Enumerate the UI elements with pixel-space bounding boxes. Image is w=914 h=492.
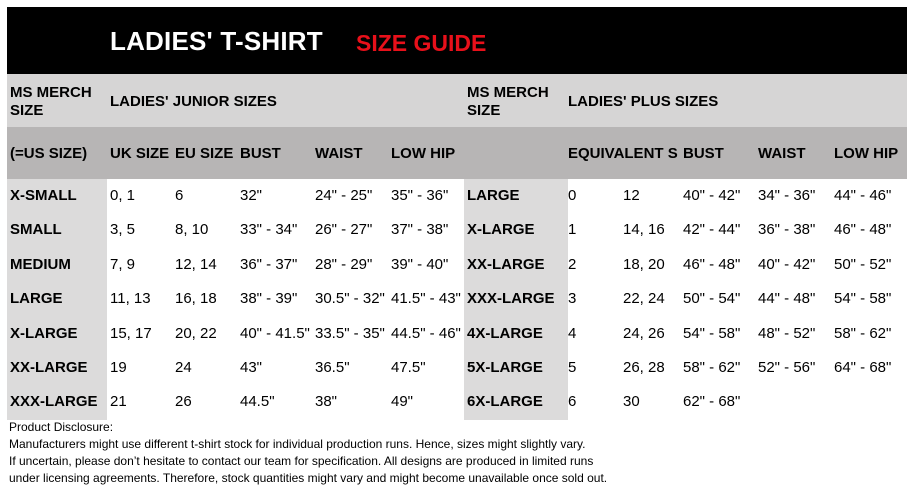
plus-low-hip-header: LOW HIP bbox=[834, 145, 899, 162]
junior-uk-size-header: UK SIZE bbox=[110, 145, 170, 162]
junior-size-label: MEDIUM bbox=[10, 256, 71, 273]
junior-table-cell: 33.5" - 35" bbox=[315, 325, 385, 342]
junior-size-label: XXX-LARGE bbox=[10, 393, 98, 410]
plus-table-cell: 18, 20 bbox=[623, 256, 665, 273]
plus-table-cell: 50" - 54" bbox=[683, 290, 741, 307]
junior-table-cell: 35" - 36" bbox=[391, 187, 449, 204]
plus-blank-header bbox=[464, 145, 540, 165]
junior-table-cell: 47.5" bbox=[391, 359, 426, 376]
junior-table-cell: 8, 10 bbox=[175, 221, 209, 238]
junior-table-cell: 0, 1 bbox=[110, 187, 136, 204]
junior-size-label: SMALL bbox=[10, 221, 62, 238]
disclosure-title: Product Disclosure: bbox=[9, 420, 114, 434]
junior-table-cell: 43" bbox=[240, 359, 263, 376]
junior-table-cell: 44.5" - 46" bbox=[391, 325, 461, 342]
plus-table-cell: 58" - 62" bbox=[834, 325, 892, 342]
plus-table-cell: 54" - 58" bbox=[834, 290, 892, 307]
plus-table-cell: 6 bbox=[568, 393, 577, 410]
junior-table-cell: 28" - 29" bbox=[315, 256, 373, 273]
plus-table-cell: 40" - 42" bbox=[683, 187, 741, 204]
junior-table-cell: 36" - 37" bbox=[240, 256, 298, 273]
disclosure-line-1: Manufacturers might use different t-shirt stock for individual production runs. Hence, sizes might slightly vary. bbox=[9, 437, 586, 451]
plus-table-cell: 0 bbox=[568, 187, 577, 204]
plus-table-cell: 48" - 52" bbox=[758, 325, 816, 342]
junior-table-cell: 21 bbox=[110, 393, 127, 410]
plus-table-cell: 64" - 68" bbox=[834, 359, 892, 376]
plus-table-cell: 42" - 44" bbox=[683, 221, 741, 238]
junior-table-cell: 7, 9 bbox=[110, 256, 136, 273]
junior-eu-size-header: EU SIZE bbox=[175, 145, 234, 162]
plus-table-cell bbox=[755, 385, 831, 419]
plus-size-label: LARGE bbox=[467, 187, 520, 204]
junior-table-cell: 33" - 34" bbox=[240, 221, 298, 238]
junior-size-label: XX-LARGE bbox=[10, 359, 88, 376]
junior-table-cell: 39" - 40" bbox=[391, 256, 449, 273]
plus-table-cell: 24, 26 bbox=[623, 325, 665, 342]
plus-table-cell: 46" - 48" bbox=[834, 221, 892, 238]
junior-table-cell: 37" - 38" bbox=[391, 221, 449, 238]
plus-size-header: MS MERCH SIZE bbox=[467, 84, 549, 119]
plus-table-cell: 26, 28 bbox=[623, 359, 665, 376]
junior-table-cell: 30.5" - 32" bbox=[315, 290, 385, 307]
junior-table-cell: 16, 18 bbox=[175, 290, 217, 307]
junior-table-cell: 20, 22 bbox=[175, 325, 217, 342]
plus-table-cell: 50" - 52" bbox=[834, 256, 892, 273]
plus-table-cell: 36" - 38" bbox=[758, 221, 816, 238]
banner-subtitle: SIZE GUIDE bbox=[356, 30, 487, 56]
plus-table-cell: 54" - 58" bbox=[683, 325, 741, 342]
plus-table-cell: 2 bbox=[568, 256, 577, 273]
disclosure-line-2: If uncertain, please don’t hesitate to contact our team for specification. All designs are produced in limited runs bbox=[9, 454, 594, 468]
junior-size-header: MS MERCH SIZE bbox=[10, 84, 92, 119]
junior-size-label: X-SMALL bbox=[10, 187, 77, 204]
junior-table-cell: 38" bbox=[315, 393, 338, 410]
junior-table-cell: 24 bbox=[175, 359, 192, 376]
plus-size-label: XXX-LARGE bbox=[467, 290, 555, 307]
junior-table-cell: 41.5" - 43" bbox=[391, 290, 461, 307]
plus-size-label: XX-LARGE bbox=[467, 256, 545, 273]
plus-table-cell: 46" - 48" bbox=[683, 256, 741, 273]
junior-table-cell: 6 bbox=[175, 187, 184, 204]
plus-table-cell: 14, 16 bbox=[623, 221, 665, 238]
junior-size-label: LARGE bbox=[10, 290, 63, 307]
plus-table-cell: 3 bbox=[568, 290, 577, 307]
junior-table-cell: 32" bbox=[240, 187, 263, 204]
junior-table-cell: 15, 17 bbox=[110, 325, 152, 342]
plus-bust-header: BUST bbox=[683, 145, 724, 162]
plus-table-cell: 5 bbox=[568, 359, 577, 376]
plus-table-cell: 12 bbox=[623, 187, 640, 204]
junior-low-hip-header: LOW HIP bbox=[391, 145, 456, 162]
junior-table-cell: 40" - 41.5" bbox=[240, 325, 310, 342]
junior-group-header: LADIES' JUNIOR SIZES bbox=[110, 93, 277, 110]
junior-us-size-header: (=US SIZE) bbox=[10, 145, 88, 162]
plus-table-cell: 34" - 36" bbox=[758, 187, 816, 204]
plus-waist-header: WAIST bbox=[758, 145, 806, 162]
plus-table-cell: 44" - 46" bbox=[834, 187, 892, 204]
title-banner bbox=[7, 7, 907, 74]
plus-table-cell bbox=[831, 385, 907, 419]
plus-table-cell: 58" - 62" bbox=[683, 359, 741, 376]
junior-size-label: X-LARGE bbox=[10, 325, 78, 342]
plus-size-label: 4X-LARGE bbox=[467, 325, 543, 342]
junior-waist-header: WAIST bbox=[315, 145, 363, 162]
plus-table-cell: 40" - 42" bbox=[758, 256, 816, 273]
junior-table-cell: 26" - 27" bbox=[315, 221, 373, 238]
junior-table-cell: 36.5" bbox=[315, 359, 350, 376]
plus-table-cell: 44" - 48" bbox=[758, 290, 816, 307]
junior-bust-header: BUST bbox=[240, 145, 281, 162]
junior-table-cell: 49" bbox=[391, 393, 414, 410]
plus-table-cell: 22, 24 bbox=[623, 290, 665, 307]
plus-size-label: X-LARGE bbox=[467, 221, 535, 238]
junior-table-cell: 24" - 25" bbox=[315, 187, 373, 204]
plus-group-header: LADIES' PLUS SIZES bbox=[568, 93, 719, 110]
junior-table-cell: 11, 13 bbox=[110, 290, 151, 307]
plus-table-cell: 52" - 56" bbox=[758, 359, 816, 376]
plus-table-cell: 4 bbox=[568, 325, 577, 342]
junior-table-cell: 3, 5 bbox=[110, 221, 136, 238]
plus-size-label: 5X-LARGE bbox=[467, 359, 543, 376]
plus-table-cell: 1 bbox=[568, 221, 577, 238]
plus-table-cell: 62" - 68" bbox=[683, 393, 741, 410]
junior-table-cell: 38" - 39" bbox=[240, 290, 298, 307]
junior-table-cell: 44.5" bbox=[240, 393, 275, 410]
junior-table-cell: 26 bbox=[175, 393, 192, 410]
plus-size-label: 6X-LARGE bbox=[467, 393, 543, 410]
junior-table-cell: 19 bbox=[110, 359, 127, 376]
plus-equivalent-header: EQUIVALENT S bbox=[568, 145, 678, 162]
disclosure-line-3: under licensing agreements. Therefore, stock quantities might vary and might become unavailable once sold out. bbox=[9, 471, 608, 485]
junior-table-cell: 12, 14 bbox=[175, 256, 217, 273]
banner-title: LADIES' T-SHIRT bbox=[110, 26, 323, 56]
plus-table-cell: 30 bbox=[623, 393, 640, 410]
